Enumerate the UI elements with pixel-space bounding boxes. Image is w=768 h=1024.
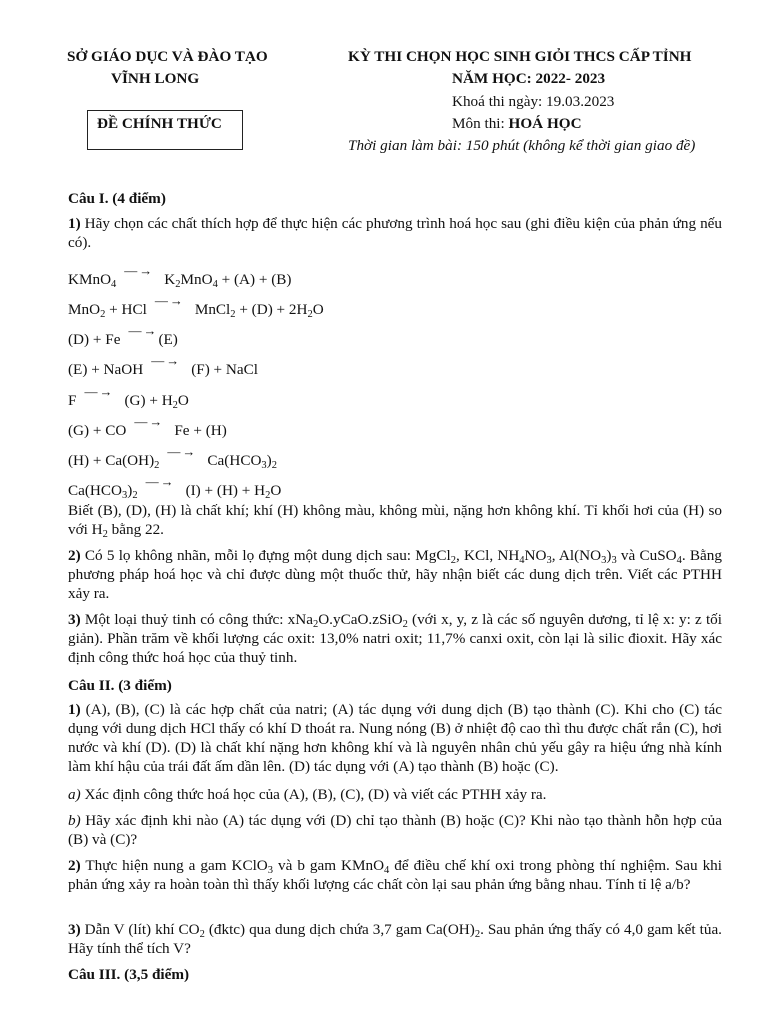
q1-part3-b: O.yCaO.zSiO xyxy=(318,611,403,628)
eq7-sub2: 3 xyxy=(261,460,267,471)
q2-part3-b: (đktc) qua dung dịch chứa 3,7 gam Ca(OH) xyxy=(204,921,475,938)
q1-part2-g: . Bằng phương pháp hoá học và chỉ được dùng một thuốc thử, hãy nhận biết các dung dịch trên. Viết các PTHH xảy ra. xyxy=(68,547,722,602)
equation-4 xyxy=(68,360,258,379)
eq6-right: Fe + (H) xyxy=(174,422,227,439)
eq8-left: Ca(HCO xyxy=(68,482,122,499)
eq6-left: (G) + CO xyxy=(68,422,127,439)
q1-note-b: bằng 22. xyxy=(107,521,164,538)
eq8-sub: 3 xyxy=(122,490,128,501)
department-name: SỞ GIÁO DỤC VÀ ĐÀO TẠO xyxy=(67,48,268,65)
q1-part1-number: 1) xyxy=(68,215,81,232)
q2-part2-b: và b gam KMnO xyxy=(273,857,385,874)
q1-part3-sub1: 2 xyxy=(312,619,319,630)
subject-prefix: Môn thi: xyxy=(452,115,509,132)
eq2-right: MnCl xyxy=(194,301,231,318)
subject-line xyxy=(452,114,582,133)
eq1-sub: 4 xyxy=(111,279,117,290)
q2-part2-a: Thực hiện nung a gam KClO xyxy=(80,857,268,874)
q1-part2-a: Có 5 lọ không nhãn, mỗi lọ đựng một dung dịch sau: MgCl xyxy=(80,547,451,564)
eq7-sub: 2 xyxy=(154,460,160,471)
eq7-right2: ) xyxy=(266,452,272,469)
q1-part2-sub6: 4 xyxy=(676,555,682,566)
q1-note-a: Biết (B), (D), (H) là chất khí; khí (H) không màu, không mùi, nặng hơn không khí. Tỉ khối hơi của (H) so với H xyxy=(68,502,722,538)
q1-part1-body: Hãy chọn các chất thích hợp để thực hiện các phương trình hoá học sau (ghi điều kiện của phản ứng nếu có). xyxy=(68,215,722,251)
eq1-sub2: 2 xyxy=(175,279,181,290)
eq3-left: (D) + Fe xyxy=(68,331,121,348)
eq8-sub2: 2 xyxy=(132,490,138,501)
exam-duration: Thời gian làm bài: 150 phút (không kể thời gian giao đề) xyxy=(348,137,696,154)
q2-part3-text xyxy=(68,920,722,958)
eq2-right3: O xyxy=(312,301,324,318)
equation-6 xyxy=(68,421,227,440)
q1-part2-sub4: 3 xyxy=(601,555,607,566)
q1-part2-number: 2) xyxy=(68,547,81,564)
eq2-right2: + (D) + 2H xyxy=(235,301,308,318)
q2-part1-text xyxy=(68,700,722,776)
equation-7 xyxy=(68,451,277,470)
reaction-arrow-icon xyxy=(147,360,187,374)
reaction-arrow-icon xyxy=(163,451,203,465)
eq1-sub3: 4 xyxy=(212,279,218,290)
eq3-right: (E) xyxy=(158,331,178,348)
eq8-left2: ) xyxy=(127,482,133,499)
q2-part3-number: 3) xyxy=(68,921,81,938)
q1-part3-sub2: 2 xyxy=(402,619,408,630)
eq4-right: (F) + NaCl xyxy=(191,361,258,378)
reaction-arrow-icon xyxy=(130,421,170,435)
q1-part1-text xyxy=(68,214,722,252)
q2-part2-sub1: 3 xyxy=(267,865,274,876)
q1-part2-sub1: 2 xyxy=(450,555,456,566)
eq5-sub: 2 xyxy=(172,400,178,411)
reaction-arrow-icon xyxy=(80,391,120,405)
q1-part2-b: , KCl, NH xyxy=(455,547,520,564)
q2-part3-a: Dẫn V (lít) khí CO xyxy=(80,921,200,938)
eq7-left: (H) + Ca(OH) xyxy=(68,452,155,469)
reaction-arrow-icon xyxy=(142,481,182,495)
equation-8 xyxy=(68,481,281,500)
department-province: VĨNH LONG xyxy=(111,70,200,87)
q1-part2-sub2: 4 xyxy=(519,555,525,566)
eq1-right: MnO xyxy=(180,271,213,288)
q2-part1b xyxy=(68,811,722,849)
q1-part2-d: , Al(NO xyxy=(551,547,602,564)
eq2-sub3: 2 xyxy=(307,309,313,320)
eq1-left: KMnO xyxy=(68,271,112,288)
reaction-arrow-icon xyxy=(151,300,191,314)
eq5-left: F xyxy=(68,392,77,409)
question-1-heading: Câu I. (4 điểm) xyxy=(68,190,166,207)
exam-date: Khoá thi ngày: 19.03.2023 xyxy=(452,93,615,110)
reaction-arrow-icon xyxy=(120,270,160,284)
q2-part2-c: để điều chế khí oxi trong phòng thí nghiệm. Sau khi phản ứng xảy ra hoàn toàn thì thấy khối lượng các chất còn lại sau phản ứng bằng nhau. Tính tỉ lệ a/b? xyxy=(68,857,722,893)
q1-note-sub: 2 xyxy=(102,529,108,540)
eq7-right: Ca(HCO xyxy=(207,452,262,469)
eq4-left: (E) + NaOH xyxy=(68,361,144,378)
eq2-sub: 2 xyxy=(100,309,106,320)
q2-part2-number: 2) xyxy=(68,857,81,874)
q2-b-text: Hãy xác định khi nào (A) tác dụng với (D) chỉ tạo thành (B) hoặc (C)? Khi nào tạo thành hỗn hợp của (B) và (C)? xyxy=(68,812,722,848)
q1-part3-text xyxy=(68,610,722,667)
q2-b-label: b) xyxy=(68,812,81,829)
q2-part1-number: 1) xyxy=(68,701,81,718)
question-2-heading: Câu II. (3 điểm) xyxy=(68,677,172,694)
official-label: ĐỀ CHÍNH THỨC xyxy=(97,115,222,132)
q1-part2-e: ) xyxy=(606,547,612,564)
q1-part2-sub5: 3 xyxy=(611,555,617,566)
q2-a-text: Xác định công thức hoá học của (A), (B), (C), (D) và viết các PTHH xảy ra. xyxy=(80,786,547,803)
equation-3 xyxy=(68,330,178,349)
eq5-right: (G) + H xyxy=(124,392,173,409)
q1-note xyxy=(68,501,722,539)
question-3-heading: Câu III. (3,5 điểm) xyxy=(68,966,190,983)
subject-name: HOÁ HỌC xyxy=(508,115,582,132)
eq2-left: + HCl xyxy=(105,301,147,318)
q2-part2-text xyxy=(68,856,722,894)
q1-part3-number: 3) xyxy=(68,611,81,628)
q1-part3-a: Một loại thuỷ tinh có công thức: xNa xyxy=(80,611,313,628)
eq2-sub2: 2 xyxy=(230,309,236,320)
eq1-k2: K xyxy=(164,271,176,288)
q2-part3-sub2: 2 xyxy=(474,929,481,940)
reaction-arrow-icon xyxy=(124,330,158,344)
q2-part2-sub2: 4 xyxy=(384,865,390,876)
q2-part3-c: . Sau phản ứng thấy có 4,0 gam kết tủa. Hãy tính thể tích V? xyxy=(68,921,722,957)
eq7-sub3: 2 xyxy=(271,460,277,471)
q2-part1-body: (A), (B), (C) là các hợp chất của natri; (A) tác dụng với dung dịch (B) tạo thành (C). Khi cho (C) tác dụng với dung dịch HCl thấy có khí D thoát ra. Nung nóng (B) ở nhiệt độ cao thì thu được chất rắn (C), hơi nước và khí (D). (D) là chất khí nặng hơn không khí và là nguyên nhân chủ yếu gây ra hiệu ứng nhà kính làm khí hậu của trái đất ấm dần lên. (D) tác dụng với (A) tạo thành (B) hoặc (C). xyxy=(68,701,722,775)
q2-a-label: a) xyxy=(68,786,81,803)
eq8-right: (I) + (H) + H xyxy=(185,482,266,499)
q2-part3-sub1: 2 xyxy=(199,929,205,940)
q2-part1a xyxy=(68,785,722,804)
q1-part2-f: và CuSO xyxy=(616,547,677,564)
q1-part2-c: NO xyxy=(524,547,547,564)
q1-part2-sub3: 3 xyxy=(546,555,552,566)
equation-1 xyxy=(68,270,292,289)
eq8-sub3: 2 xyxy=(265,490,271,501)
eq8-right2: O xyxy=(270,482,282,499)
eq5-right2: O xyxy=(177,392,189,409)
eq2-mno2: MnO xyxy=(68,301,101,318)
eq1-right2: + (A) + (B) xyxy=(217,271,292,288)
equation-5 xyxy=(68,391,189,410)
q1-part3-c: (với x, y, z là các số nguyên dương, tỉ lệ x: y: z tối giản). Phần trăm về khối lượng các oxit: 13,0% natri oxit; 11,7% canxi oxit, còn lại là silic đioxit. Hãy xác định công thức hoá học của thuỷ tinh. xyxy=(68,611,722,666)
exam-title: KỲ THI CHỌN HỌC SINH GIỎI THCS CẤP TỈNH xyxy=(348,48,692,65)
q1-part2-text xyxy=(68,546,722,603)
equation-2 xyxy=(68,300,324,319)
school-year: NĂM HỌC: 2022- 2023 xyxy=(452,70,606,87)
